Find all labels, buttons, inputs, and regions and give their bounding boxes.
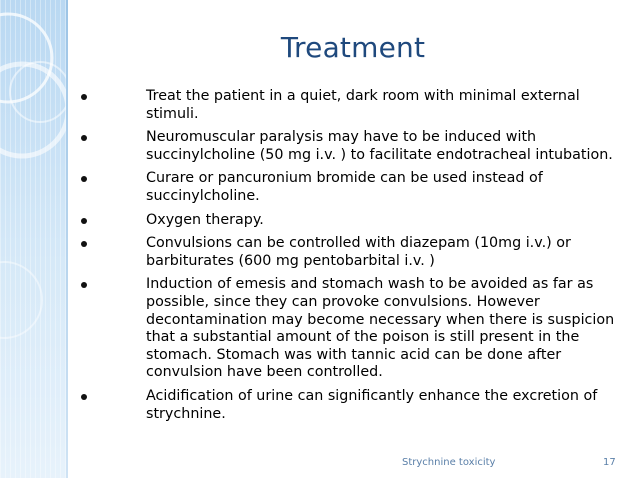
footer-text: Strychnine toxicity [402, 457, 496, 468]
bullet-item [80, 276, 628, 382]
bullet-text: Acidification of urine can significantly enhance the excretion of strychnine. [146, 387, 598, 422]
slide-title: Treatment [280, 31, 426, 64]
bullet-dot-icon [81, 218, 87, 224]
bullet-item [80, 129, 628, 164]
bullet-dot-icon [81, 282, 87, 288]
bullet-dot-icon [81, 176, 87, 182]
bullet-item [80, 170, 628, 205]
decorative-sidebar [0, 0, 66, 478]
bullet-text: Neuromuscular paralysis may have to be induced with succinylcholine (50 mg i.v. ) to facilitate endotracheal intubation. [146, 129, 613, 163]
sidebar-edge-line [66, 0, 68, 478]
bullet-text: Induction of emesis and stomach wash to be avoided as far as possible, since they can provoke convulsions. However decontamination may become necessary when there is suspicion that a substantial amount of the poison is still present in the stomach. Stomach was with tannic acid can be done after convulsion have been controlled. [146, 276, 615, 381]
bullet-text: Oxygen therapy. [146, 211, 264, 228]
bullet-text: Curare or pancuronium bromide can be used instead of succinylcholine. [146, 170, 543, 204]
page-number: 17 [603, 457, 616, 468]
bullet-text: Treat the patient in a quiet, dark room with minimal external stimuli. [146, 88, 580, 122]
bullet-item [80, 235, 628, 270]
bullet-dot-icon [81, 135, 87, 141]
sidebar-circles-graphic [0, 0, 66, 478]
bullet-dot-icon [81, 94, 87, 100]
bullet-text: Convulsions can be controlled with diazepam (10mg i.v.) or barbiturates (600 mg pentobarbital i.v. ) [146, 235, 571, 269]
bullet-item [80, 212, 628, 230]
bullet-item [80, 388, 628, 423]
bullet-item [80, 88, 628, 123]
bullet-list [80, 88, 628, 429]
bullet-dot-icon [81, 394, 87, 400]
bullet-dot-icon [81, 241, 87, 247]
